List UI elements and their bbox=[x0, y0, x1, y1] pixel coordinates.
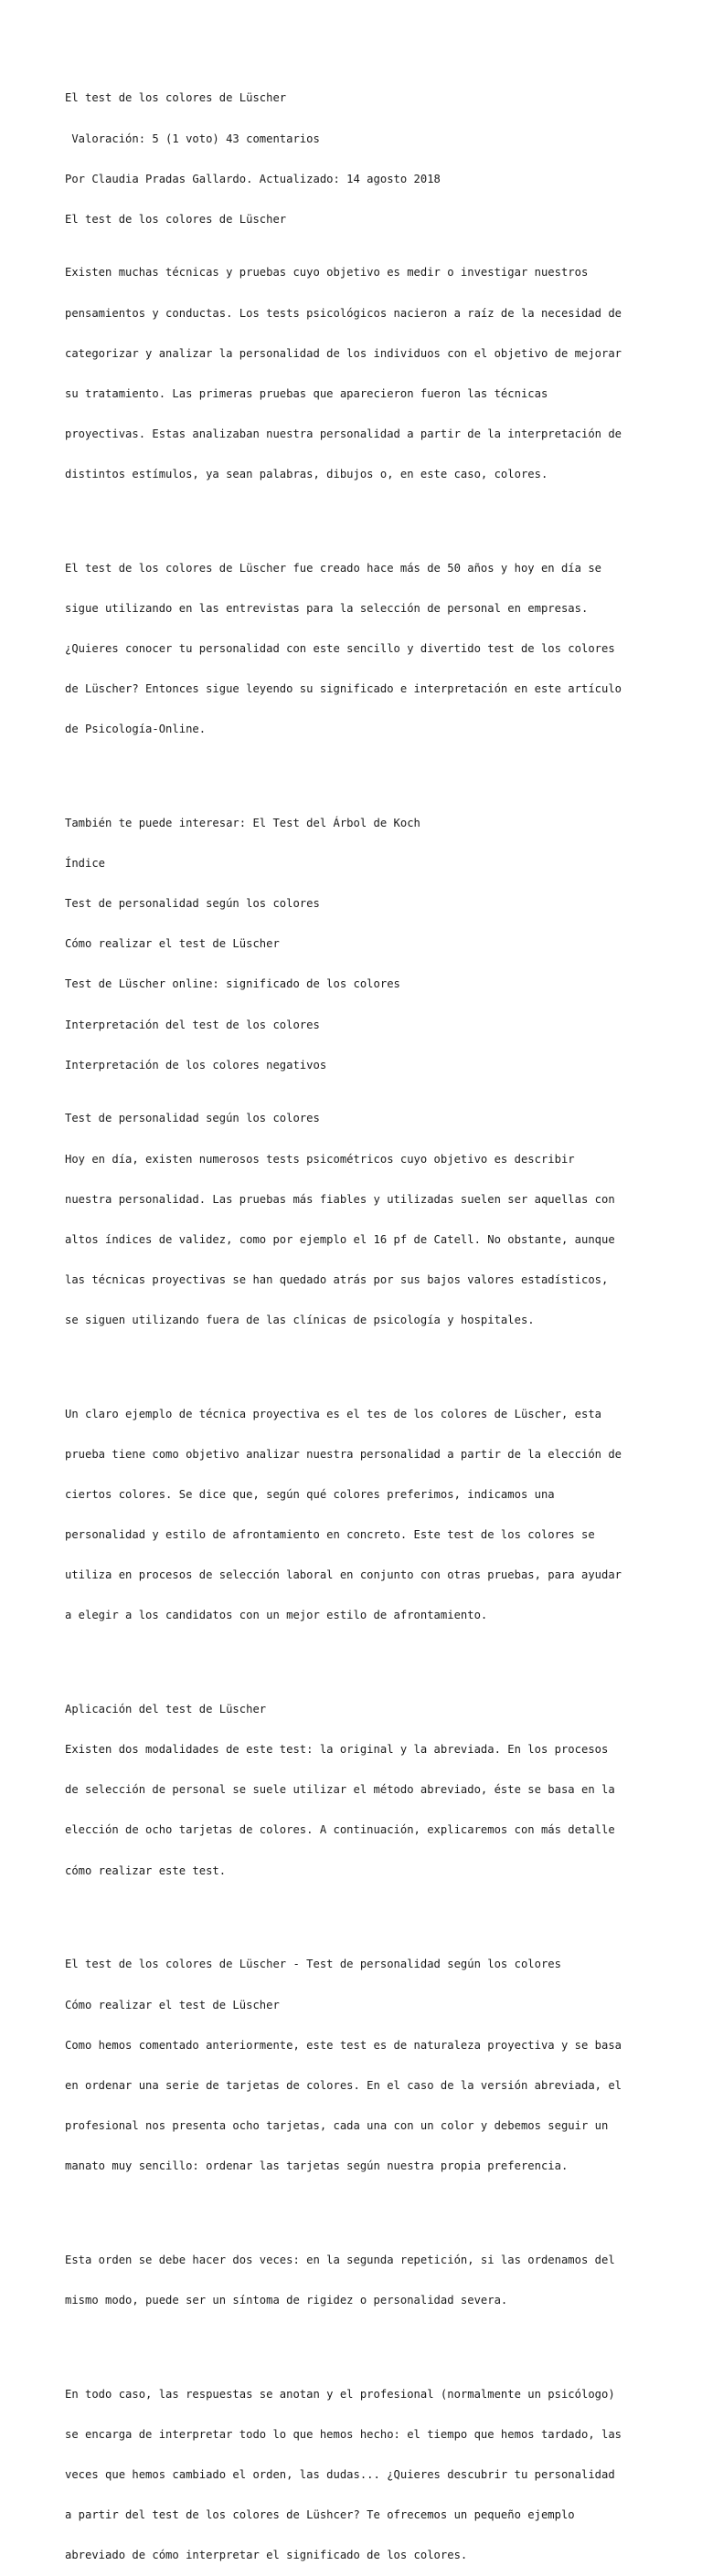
image-caption: El test de los colores de Lüscher - Test de personalidad según los colores bbox=[65, 1958, 561, 1971]
document-title: El test de los colores de Lüscher bbox=[65, 91, 287, 105]
paragraph-line: El test de los colores de Lüscher fue creado hace más de 50 años y hoy en día se bbox=[65, 561, 601, 575]
paragraph-line: ciertos colores. Se dice que, según qué colores preferimos, indicamos una bbox=[65, 1488, 555, 1502]
paragraph-line: ¿Quieres conocer tu personalidad con este sencillo y divertido test de los colores bbox=[65, 642, 615, 656]
byline: Por Claudia Pradas Gallardo. Actualizado: 14 agosto 2018 bbox=[65, 172, 441, 185]
related-article-link[interactable]: También te puede interesar: El Test del Árbol de Koch bbox=[65, 817, 420, 830]
paragraph-line: categorizar y analizar la personalidad de los individuos con el objetivo de mejorar bbox=[65, 346, 622, 360]
paragraph-line: abreviado de cómo interpretar el significado de los colores. bbox=[65, 2549, 468, 2562]
index-item[interactable]: Test de personalidad según los colores bbox=[65, 897, 320, 911]
paragraph-line: Hoy en día, existen numerosos tests psicométricos cuyo objetivo es describir bbox=[65, 1152, 575, 1166]
subtitle: El test de los colores de Lüscher bbox=[65, 212, 287, 226]
paragraph-line: nuestra personalidad. Las pruebas más fiables y utilizadas suelen ser aquellas con bbox=[65, 1192, 615, 1206]
paragraph-spacer bbox=[65, 1354, 668, 1367]
paragraph-line: su tratamiento. Las primeras pruebas que aparecieron fueron las técnicas bbox=[65, 386, 548, 400]
paragraph-line: Esta orden se debe hacer dos veces: en la segunda repetición, si las ordenamos del bbox=[65, 2253, 615, 2266]
paragraph-line: proyectivas. Estas analizaban nuestra personalidad a partir de la interpretación de bbox=[65, 427, 622, 440]
paragraph-line: en ordenar una serie de tarjetas de colores. En el caso de la versión abreviada, el bbox=[65, 2078, 622, 2092]
paragraph-line: prueba tiene como objetivo analizar nuestra personalidad a partir de la elección de bbox=[65, 1447, 622, 1461]
paragraph-line: a elegir a los candidatos con un mejor estilo de afrontamiento. bbox=[65, 1609, 488, 1622]
paragraph-spacer bbox=[65, 1649, 668, 1663]
section-heading: Aplicación del test de Lüscher bbox=[65, 1703, 267, 1716]
paragraph-line: veces que hemos cambiado el orden, las dudas... ¿Quieres descubrir tu personalidad bbox=[65, 2467, 615, 2481]
paragraph-line: sigue utilizando en las entrevistas para la selección de personal en empresas. bbox=[65, 601, 589, 615]
paragraph-line: pensamientos y conductas. Los tests psicológicos nacieron a raíz de la necesidad de bbox=[65, 306, 622, 320]
paragraph-line: utiliza en procesos de selección laboral en conjunto con otras pruebas, para ayudar bbox=[65, 1568, 622, 1582]
index-item[interactable]: Cómo realizar el test de Lüscher bbox=[65, 937, 280, 951]
paragraph-line: elección de ocho tarjetas de colores. A continuación, explicaremos con más detalle bbox=[65, 1823, 615, 1837]
paragraph-line: de selección de personal se suele utilizar el método abreviado, éste se basa en la bbox=[65, 1783, 615, 1797]
document-page bbox=[65, 65, 668, 2576]
paragraph-line: cómo realizar este test. bbox=[65, 1863, 227, 1877]
index-item[interactable]: Test de Lüscher online: significado de los colores bbox=[65, 977, 400, 991]
paragraph-line: de Psicología-Online. bbox=[65, 723, 207, 736]
paragraph-spacer bbox=[65, 2200, 668, 2213]
section-heading: Test de personalidad según los colores bbox=[65, 1112, 320, 1125]
paragraph-line: Un claro ejemplo de técnica proyectiva es el tes de los colores de Lüscher, esta bbox=[65, 1407, 601, 1420]
paragraph-line: profesional nos presenta ocho tarjetas, cada una con un color y debemos seguir un bbox=[65, 2118, 609, 2132]
section-heading: Cómo realizar el test de Lüscher bbox=[65, 1998, 280, 2011]
paragraph-line: Existen muchas técnicas y pruebas cuyo objetivo es medir o investigar nuestros bbox=[65, 266, 589, 280]
paragraph-line: distintos estímulos, ya sean palabras, dibujos o, en este caso, colores. bbox=[65, 467, 548, 480]
paragraph-spacer bbox=[65, 1905, 668, 1918]
paragraph-spacer bbox=[65, 763, 668, 776]
paragraph-line: En todo caso, las respuestas se anotan y el profesional (normalmente un psicólogo) bbox=[65, 2387, 615, 2401]
paragraph-spacer bbox=[65, 508, 668, 522]
paragraph-line: manato muy sencillo: ordenar las tarjetas según nuestra propia preferencia. bbox=[65, 2159, 569, 2172]
paragraph-spacer bbox=[65, 2334, 668, 2348]
index-title: Índice bbox=[65, 857, 106, 871]
paragraph-line: mismo modo, puede ser un síntoma de rigidez o personalidad severa. bbox=[65, 2293, 508, 2307]
rating-line: Valoración: 5 (1 voto) 43 comentarios bbox=[65, 132, 320, 145]
paragraph-line: Como hemos comentado anteriormente, este test es de naturaleza proyectiva y se basa bbox=[65, 2038, 622, 2052]
index-item[interactable]: Interpretación de los colores negativos bbox=[65, 1058, 327, 1072]
paragraph-line: se encarga de interpretar todo lo que hemos hecho: el tiempo que hemos tardado, las bbox=[65, 2427, 622, 2441]
paragraph-line: Existen dos modalidades de este test: la original y la abreviada. En los procesos bbox=[65, 1743, 609, 1757]
paragraph-line: a partir del test de los colores de Lüshcer? Te ofrecemos un pequeño ejemplo bbox=[65, 2508, 575, 2522]
paragraph-line: personalidad y estilo de afrontamiento en concreto. Este test de los colores se bbox=[65, 1528, 595, 1542]
paragraph-line: las técnicas proyectivas se han quedado atrás por sus bajos valores estadísticos, bbox=[65, 1272, 609, 1286]
paragraph-line: de Lüscher? Entonces sigue leyendo su significado e interpretación en este artículo bbox=[65, 682, 622, 696]
index-item[interactable]: Interpretación del test de los colores bbox=[65, 1018, 320, 1031]
paragraph-line: altos índices de validez, como por ejemplo el 16 pf de Catell. No obstante, aunque bbox=[65, 1232, 615, 1246]
paragraph-line: se siguen utilizando fuera de las clínicas de psicología y hospitales. bbox=[65, 1313, 535, 1326]
